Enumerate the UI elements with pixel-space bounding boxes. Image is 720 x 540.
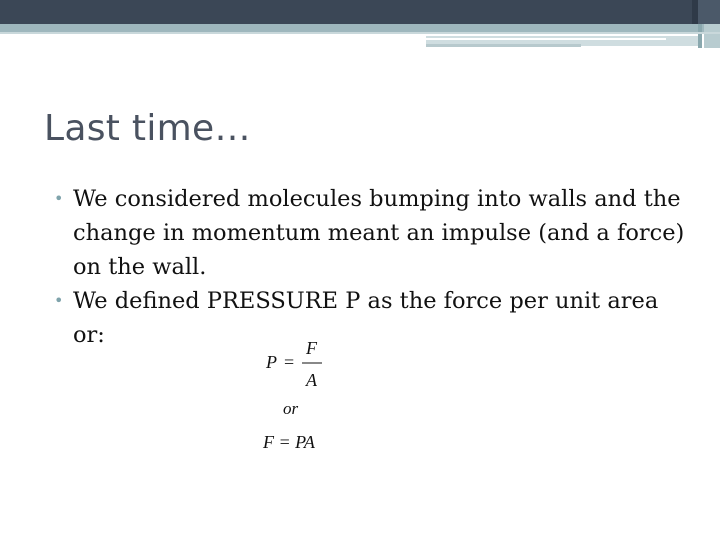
header-divider-line xyxy=(426,44,581,47)
equation-numerator: F xyxy=(306,338,317,358)
header-divider-line xyxy=(0,32,720,34)
header-bar-dark xyxy=(0,0,720,24)
bullet-text: We considered molecules bumping into walls and the change in momentum meant an impulse (and a force) on the wall. xyxy=(73,186,685,280)
bullet-item xyxy=(54,182,694,284)
equation-second: F = PA xyxy=(263,432,315,452)
header-bar-teal xyxy=(0,24,720,32)
header-accent-block xyxy=(704,24,720,48)
pressure-equation xyxy=(258,338,348,458)
equation-denominator: A xyxy=(306,370,317,390)
bullet-item xyxy=(54,284,694,352)
equation-equals: = xyxy=(284,352,295,372)
header-accent-block xyxy=(698,0,720,24)
header-divider-line xyxy=(426,38,666,40)
equation-lhs: P xyxy=(266,352,277,372)
bullet-list xyxy=(54,182,694,352)
bullet-dot-icon: • xyxy=(54,189,64,208)
equation-connector: or xyxy=(283,399,299,418)
bullet-dot-icon: • xyxy=(54,291,64,310)
bullet-text: We defined PRESSURE P as the force per unit area or: xyxy=(73,288,659,348)
header-accent-block xyxy=(698,24,702,48)
slide-title: Last time… xyxy=(44,108,251,149)
